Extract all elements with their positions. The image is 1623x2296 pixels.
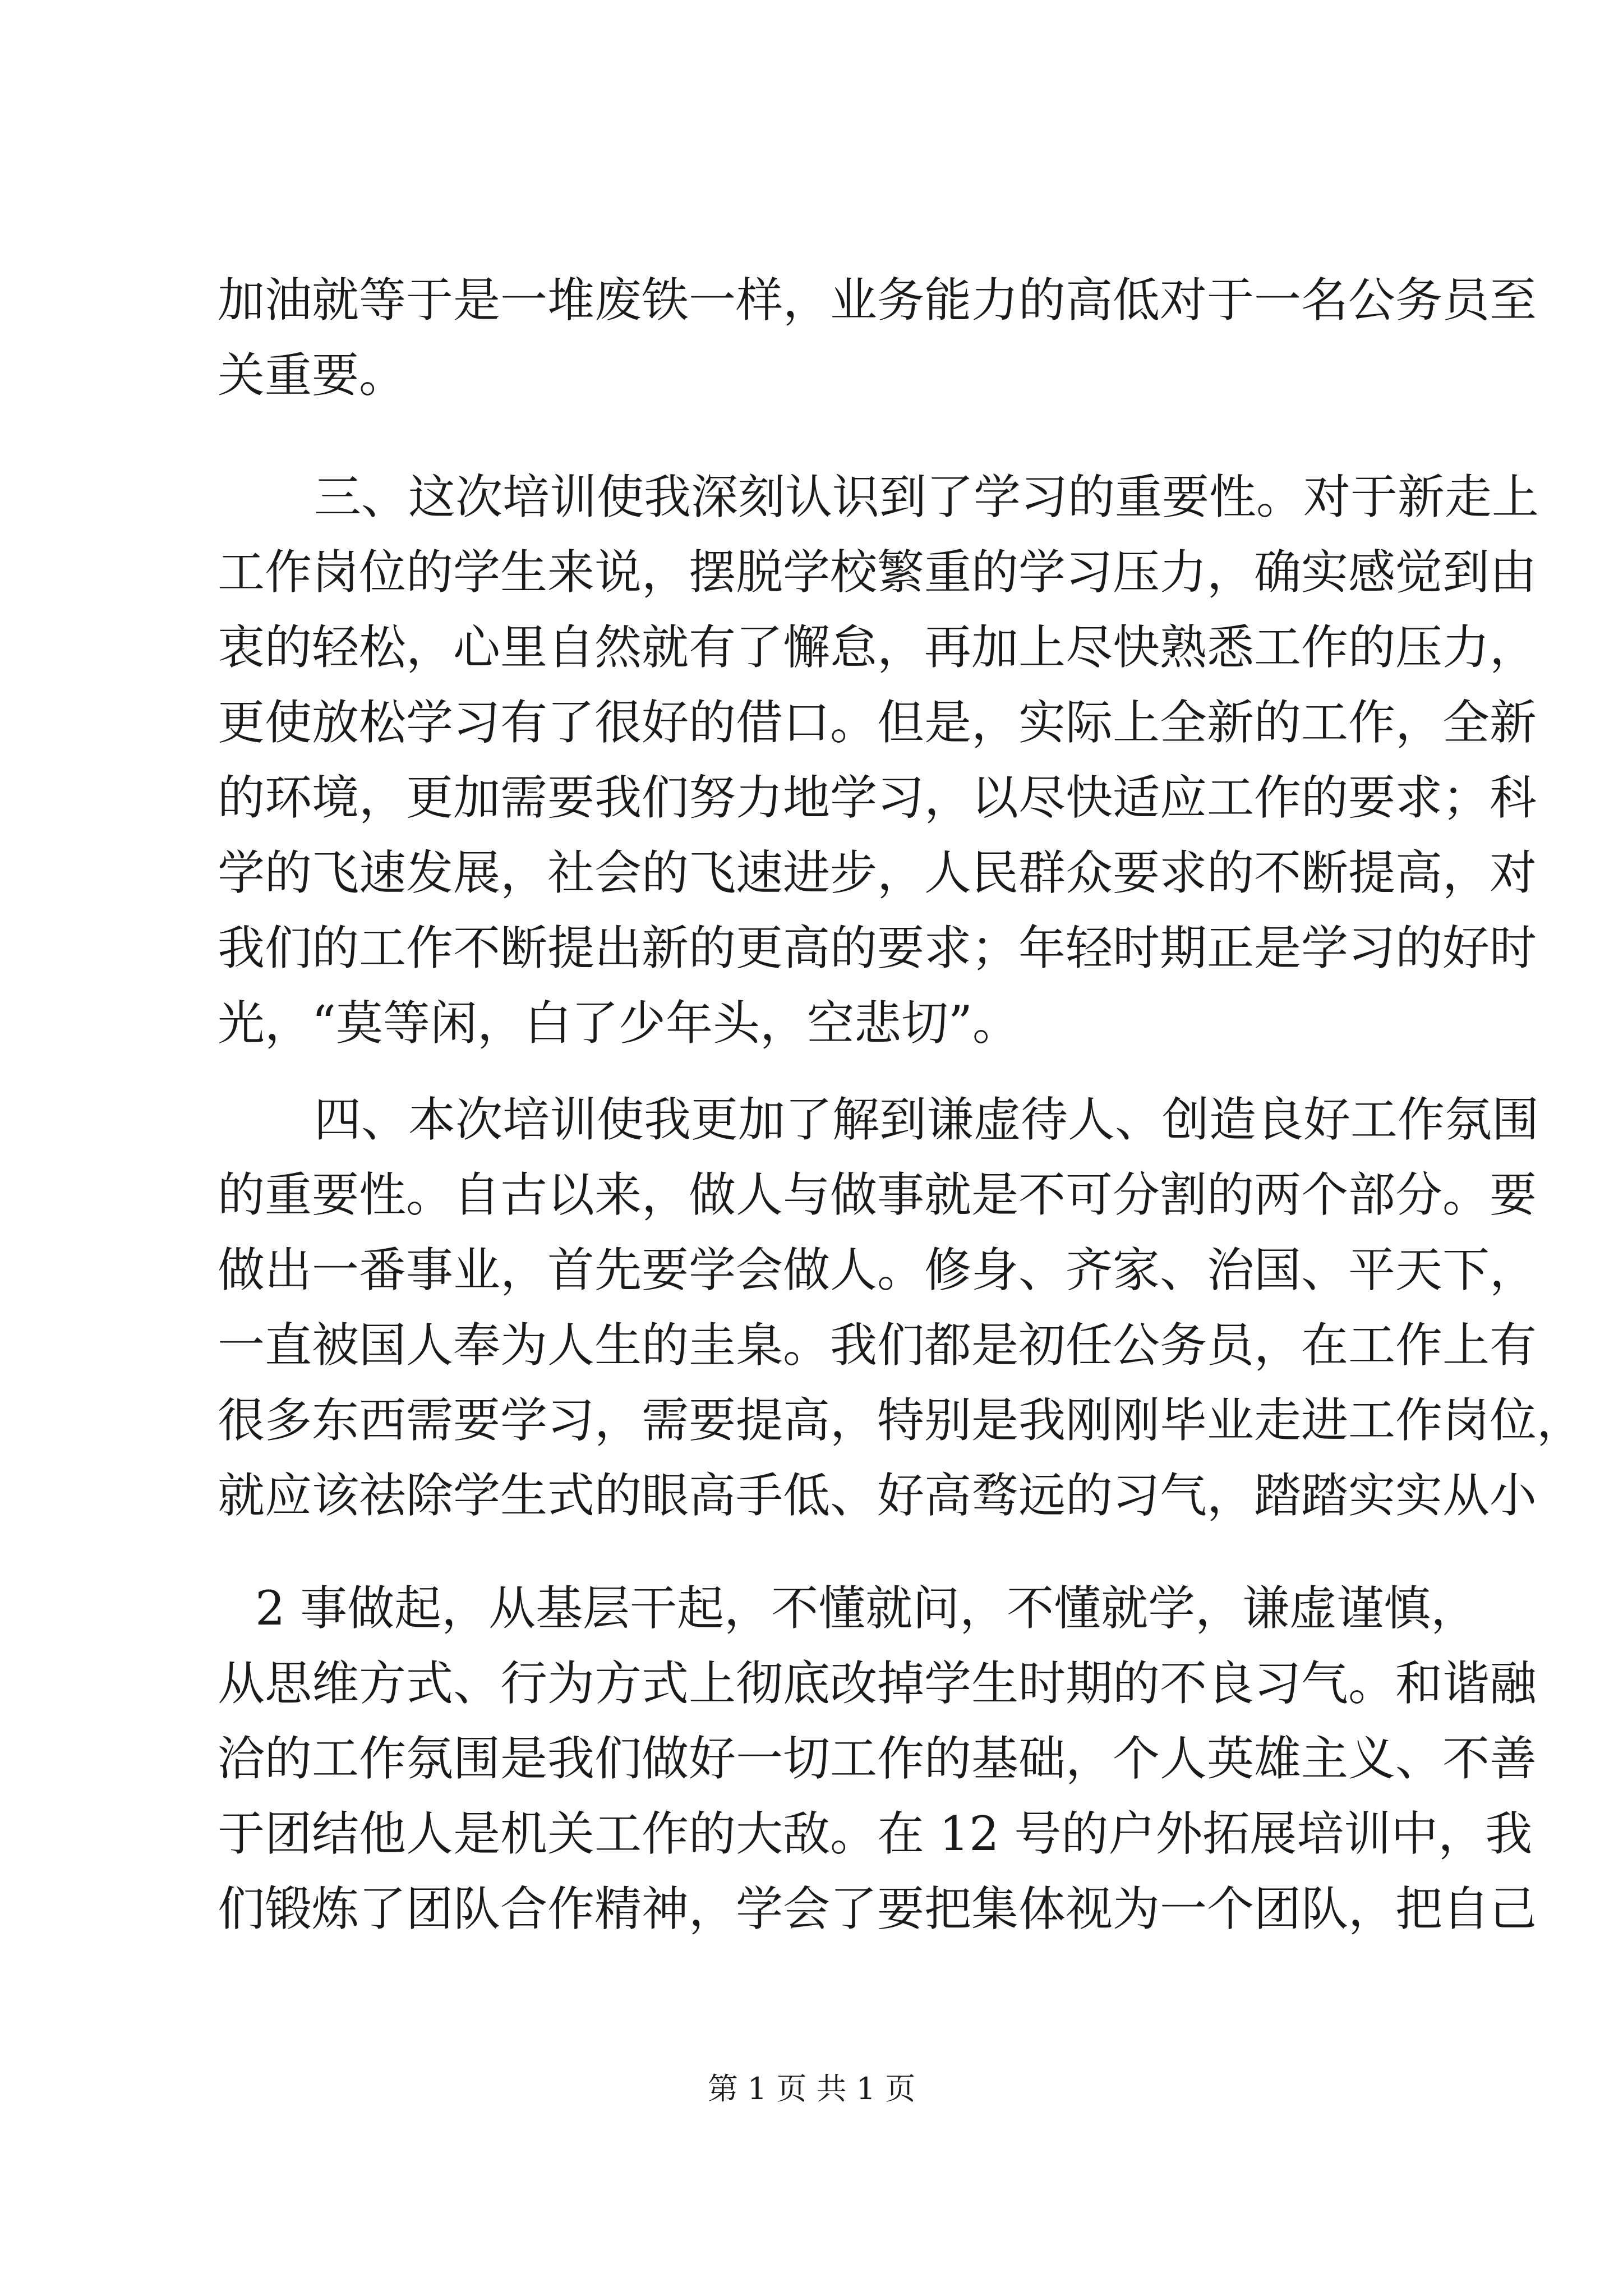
line-text: 的重要性。自古以来，做人与做事就是不可分割的两个部分。要 [218,1167,1537,1222]
text-line [0,1646,1623,1721]
line-text: 的环境，更加需要我们努力地学习，以尽快适应工作的要求；科 [218,770,1537,825]
text-line [0,1458,1623,1533]
text-line [0,610,1623,685]
line-text: 做出一番事业，首先要学会做人。修身、齐家、治国、平天下， [218,1243,1537,1297]
text-line [0,1308,1623,1383]
line-text: 衷的轻松，心里自然就有了懈怠，再加上尽快熟悉工作的压力， [218,620,1537,675]
text-line [0,535,1623,610]
line-text: 关重要。 [218,348,407,403]
line-text: 2 事做起，从基层干起，不懂就问，不懂就学，谦虚谨慎， [255,1581,1478,1636]
text-line [0,1082,1623,1157]
text-line [0,1571,1623,1646]
text-line [0,338,1623,413]
line-text: 从思维方式、行为方式上彻底改掉学生时期的不良习气。和谐融 [218,1656,1537,1711]
text-line [0,1871,1623,1947]
page-number: 第 1 页 共 1 页 [707,2071,916,2106]
line-text: 光，“莫等闲，白了少年头，空悲切”。 [218,996,1020,1051]
text-line [0,760,1623,835]
text-line [0,1796,1623,1871]
line-text: 很多东西需要学习，需要提高，特别是我刚刚毕业走进工作岗位， [218,1393,1584,1448]
text-line [0,1383,1623,1458]
text-line [0,986,1623,1061]
text-line [0,685,1623,760]
line-text: 洽的工作氛围是我们做好一切工作的基础，个人英雄主义、不善 [218,1731,1537,1786]
line-text: 三、这次培训使我深刻认识到了学习的重要性。对于新走上 [314,470,1539,524]
text-line [0,263,1623,338]
line-text: 加油就等于是一堆废铁一样，业务能力的高低对于一名公务员至 [218,273,1537,328]
text-line [0,1232,1623,1308]
page-footer [0,2067,1623,2111]
line-text: 工作岗位的学生来说，摆脱学校繁重的学习压力，确实感觉到由 [218,545,1537,600]
text-line [0,835,1623,910]
text-line [0,1157,1623,1232]
line-text: 一直被国人奉为人生的圭臬。我们都是初任公务员，在工作上有 [218,1318,1537,1373]
line-text: 们锻炼了团队合作精神，学会了要把集体视为一个团队，把自己 [218,1881,1537,1936]
line-text: 更使放松学习有了很好的借口。但是，实际上全新的工作，全新 [218,695,1537,750]
line-text: 我们的工作不断提出新的更高的要求；年轻时期正是学习的好时 [218,921,1537,976]
line-text: 学的飞速发展，社会的飞速进步，人民群众要求的不断提高，对 [218,845,1537,900]
text-line [0,1721,1623,1796]
text-line [0,910,1623,986]
text-line [0,459,1623,535]
line-text: 四、本次培训使我更加了解到谦虚待人、创造良好工作氛围 [314,1092,1539,1147]
line-text: 就应该祛除学生式的眼高手低、好高骛远的习气，踏踏实实从小 [218,1468,1537,1523]
line-text: 于团结他人是机关工作的大敌。在 12 号的户外拓展培训中，我 [218,1806,1533,1861]
